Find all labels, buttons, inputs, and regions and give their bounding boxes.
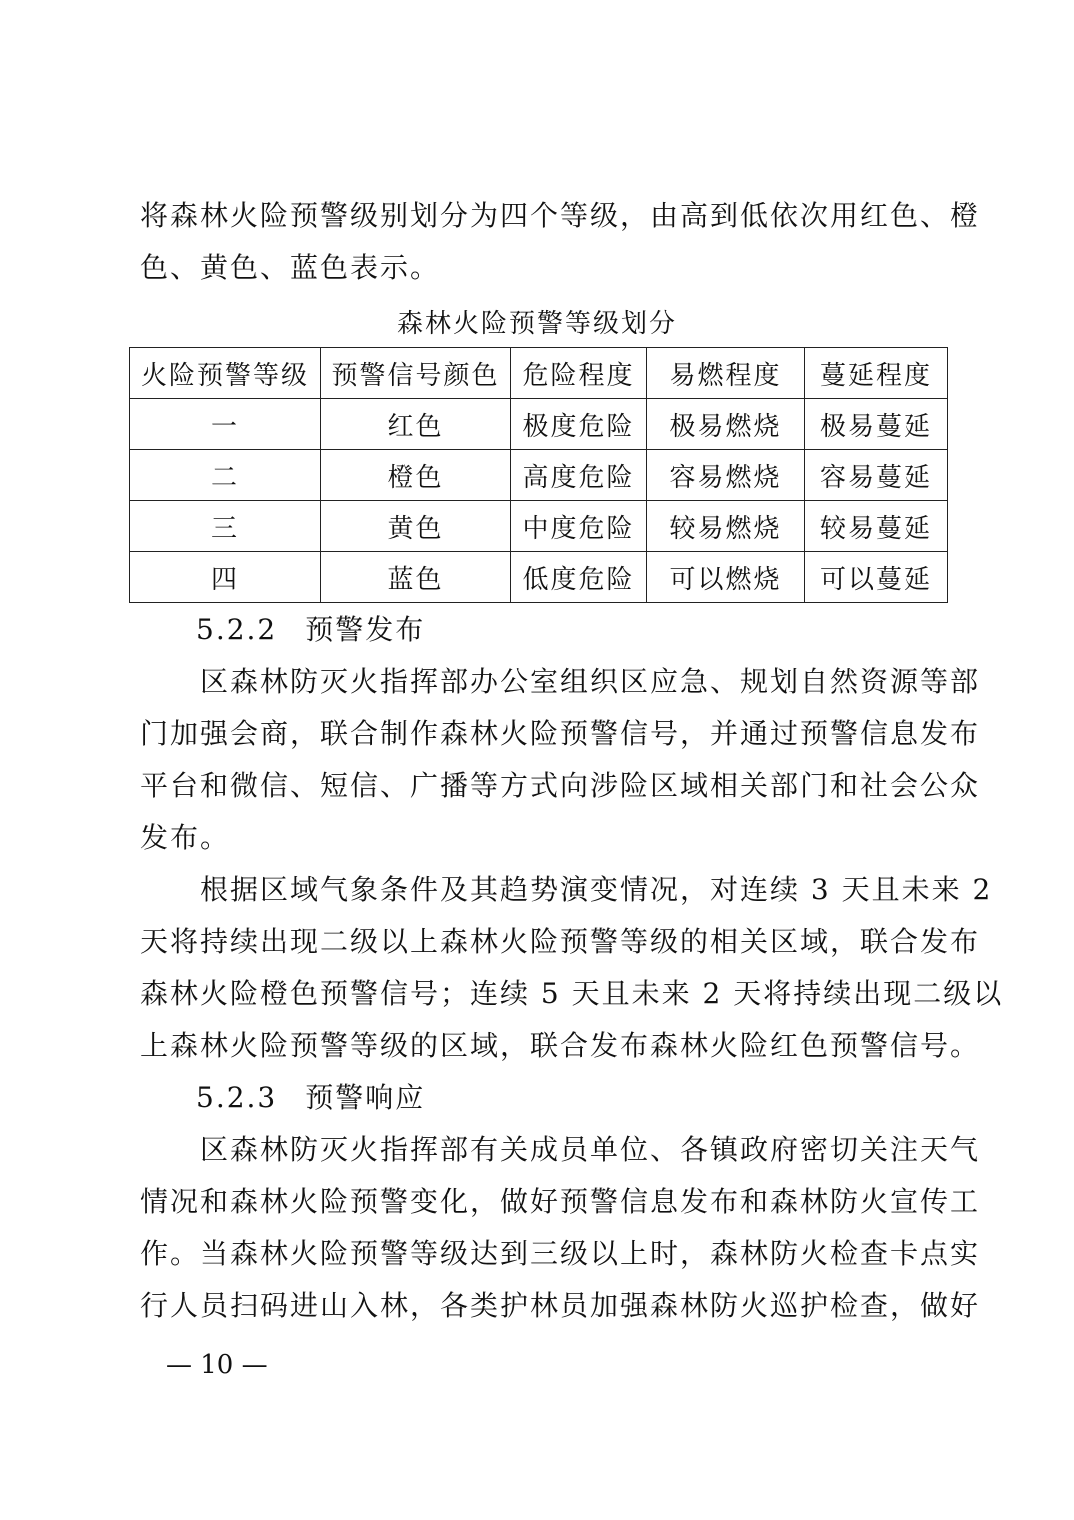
table-row: [130, 552, 948, 603]
table-cell: 较易蔓延: [805, 501, 948, 552]
page-number: — 10 —: [166, 1350, 268, 1380]
table-cell: 容易蔓延: [805, 450, 948, 501]
table-cell: 低度危险: [511, 552, 647, 603]
paragraph-line: 发布。: [140, 821, 231, 854]
paragraph-line: 情况和森林火险预警变化，做好预警信息发布和森林防火宣传工: [140, 1185, 981, 1218]
section-number: 5.2.3: [196, 1081, 278, 1114]
table-cell: 一: [130, 399, 321, 450]
paragraph-line: [140, 656, 981, 708]
table-cell: 橙色: [321, 450, 511, 501]
section-522-heading: [196, 604, 996, 656]
table-caption: 森林火险预警等级划分: [396, 309, 677, 339]
paragraph-line: 上森林火险预警等级的区域，联合发布森林火险红色预警信号。: [140, 1029, 981, 1062]
header-cell: 预警信号颜色: [321, 348, 511, 399]
table-cell: 极易蔓延: [805, 399, 948, 450]
warning-level-table: [129, 347, 948, 603]
table-cell: 高度危险: [511, 450, 647, 501]
intro-line-1: 将森林火险预警级别划分为四个等级，由高到低依次用红色、橙: [140, 199, 981, 232]
header-cell: 火险预警等级: [130, 348, 321, 399]
table-cell: 三: [130, 501, 321, 552]
table-row: [130, 399, 948, 450]
table-row: [130, 450, 948, 501]
paragraph-line: [140, 864, 993, 916]
table-cell: 蓝色: [321, 552, 511, 603]
table-header-row: [130, 348, 948, 399]
paragraph-line: [140, 1124, 981, 1176]
paragraph-line: 门加强会商，联合制作森林火险预警信号，并通过预警信息发布: [140, 717, 981, 750]
intro-line-2: 色、黄色、蓝色表示。: [140, 251, 441, 284]
table-cell: 黄色: [321, 501, 511, 552]
table-cell: 容易燃烧: [647, 450, 805, 501]
paragraph-text: 区森林防灭火指挥部办公室组织区应急、规划自然资源等部: [200, 665, 981, 698]
table-cell: 可以蔓延: [805, 552, 948, 603]
header-cell: 易燃程度: [647, 348, 805, 399]
paragraph-text: 区森林防灭火指挥部有关成员单位、各镇政府密切关注天气: [200, 1133, 981, 1166]
paragraph-line: 作。当森林火险预警等级达到三级以上时，森林防火检查卡点实: [140, 1237, 981, 1270]
table-cell: 中度危险: [511, 501, 647, 552]
table-cell: 红色: [321, 399, 511, 450]
header-cell: 危险程度: [511, 348, 647, 399]
table-cell: 极易燃烧: [647, 399, 805, 450]
paragraph-line: 天将持续出现二级以上森林火险预警等级的相关区域，联合发布: [140, 925, 981, 958]
section-523-heading: [196, 1072, 996, 1124]
table-cell: 四: [130, 552, 321, 603]
paragraph-line: 森林火险橙色预警信号；连续 5 天且未来 2 天将持续出现二级以: [140, 977, 1004, 1010]
table-row: [130, 501, 948, 552]
table-cell: 极度危险: [511, 399, 647, 450]
paragraph-line: 行人员扫码进山入林，各类护林员加强森林防火巡护检查，做好: [140, 1289, 981, 1322]
table-cell: 二: [130, 450, 321, 501]
section-number: 5.2.2: [196, 613, 278, 646]
section-title: 预警响应: [305, 1081, 426, 1114]
header-cell: 蔓延程度: [805, 348, 948, 399]
table-cell: 较易燃烧: [647, 501, 805, 552]
paragraph-line: 平台和微信、短信、广播等方式向涉险区域相关部门和社会公众: [140, 769, 981, 802]
section-title: 预警发布: [305, 613, 426, 646]
table-cell: 可以燃烧: [647, 552, 805, 603]
paragraph-text: 根据区域气象条件及其趋势演变情况，对连续 3 天且未来 2: [200, 873, 993, 906]
